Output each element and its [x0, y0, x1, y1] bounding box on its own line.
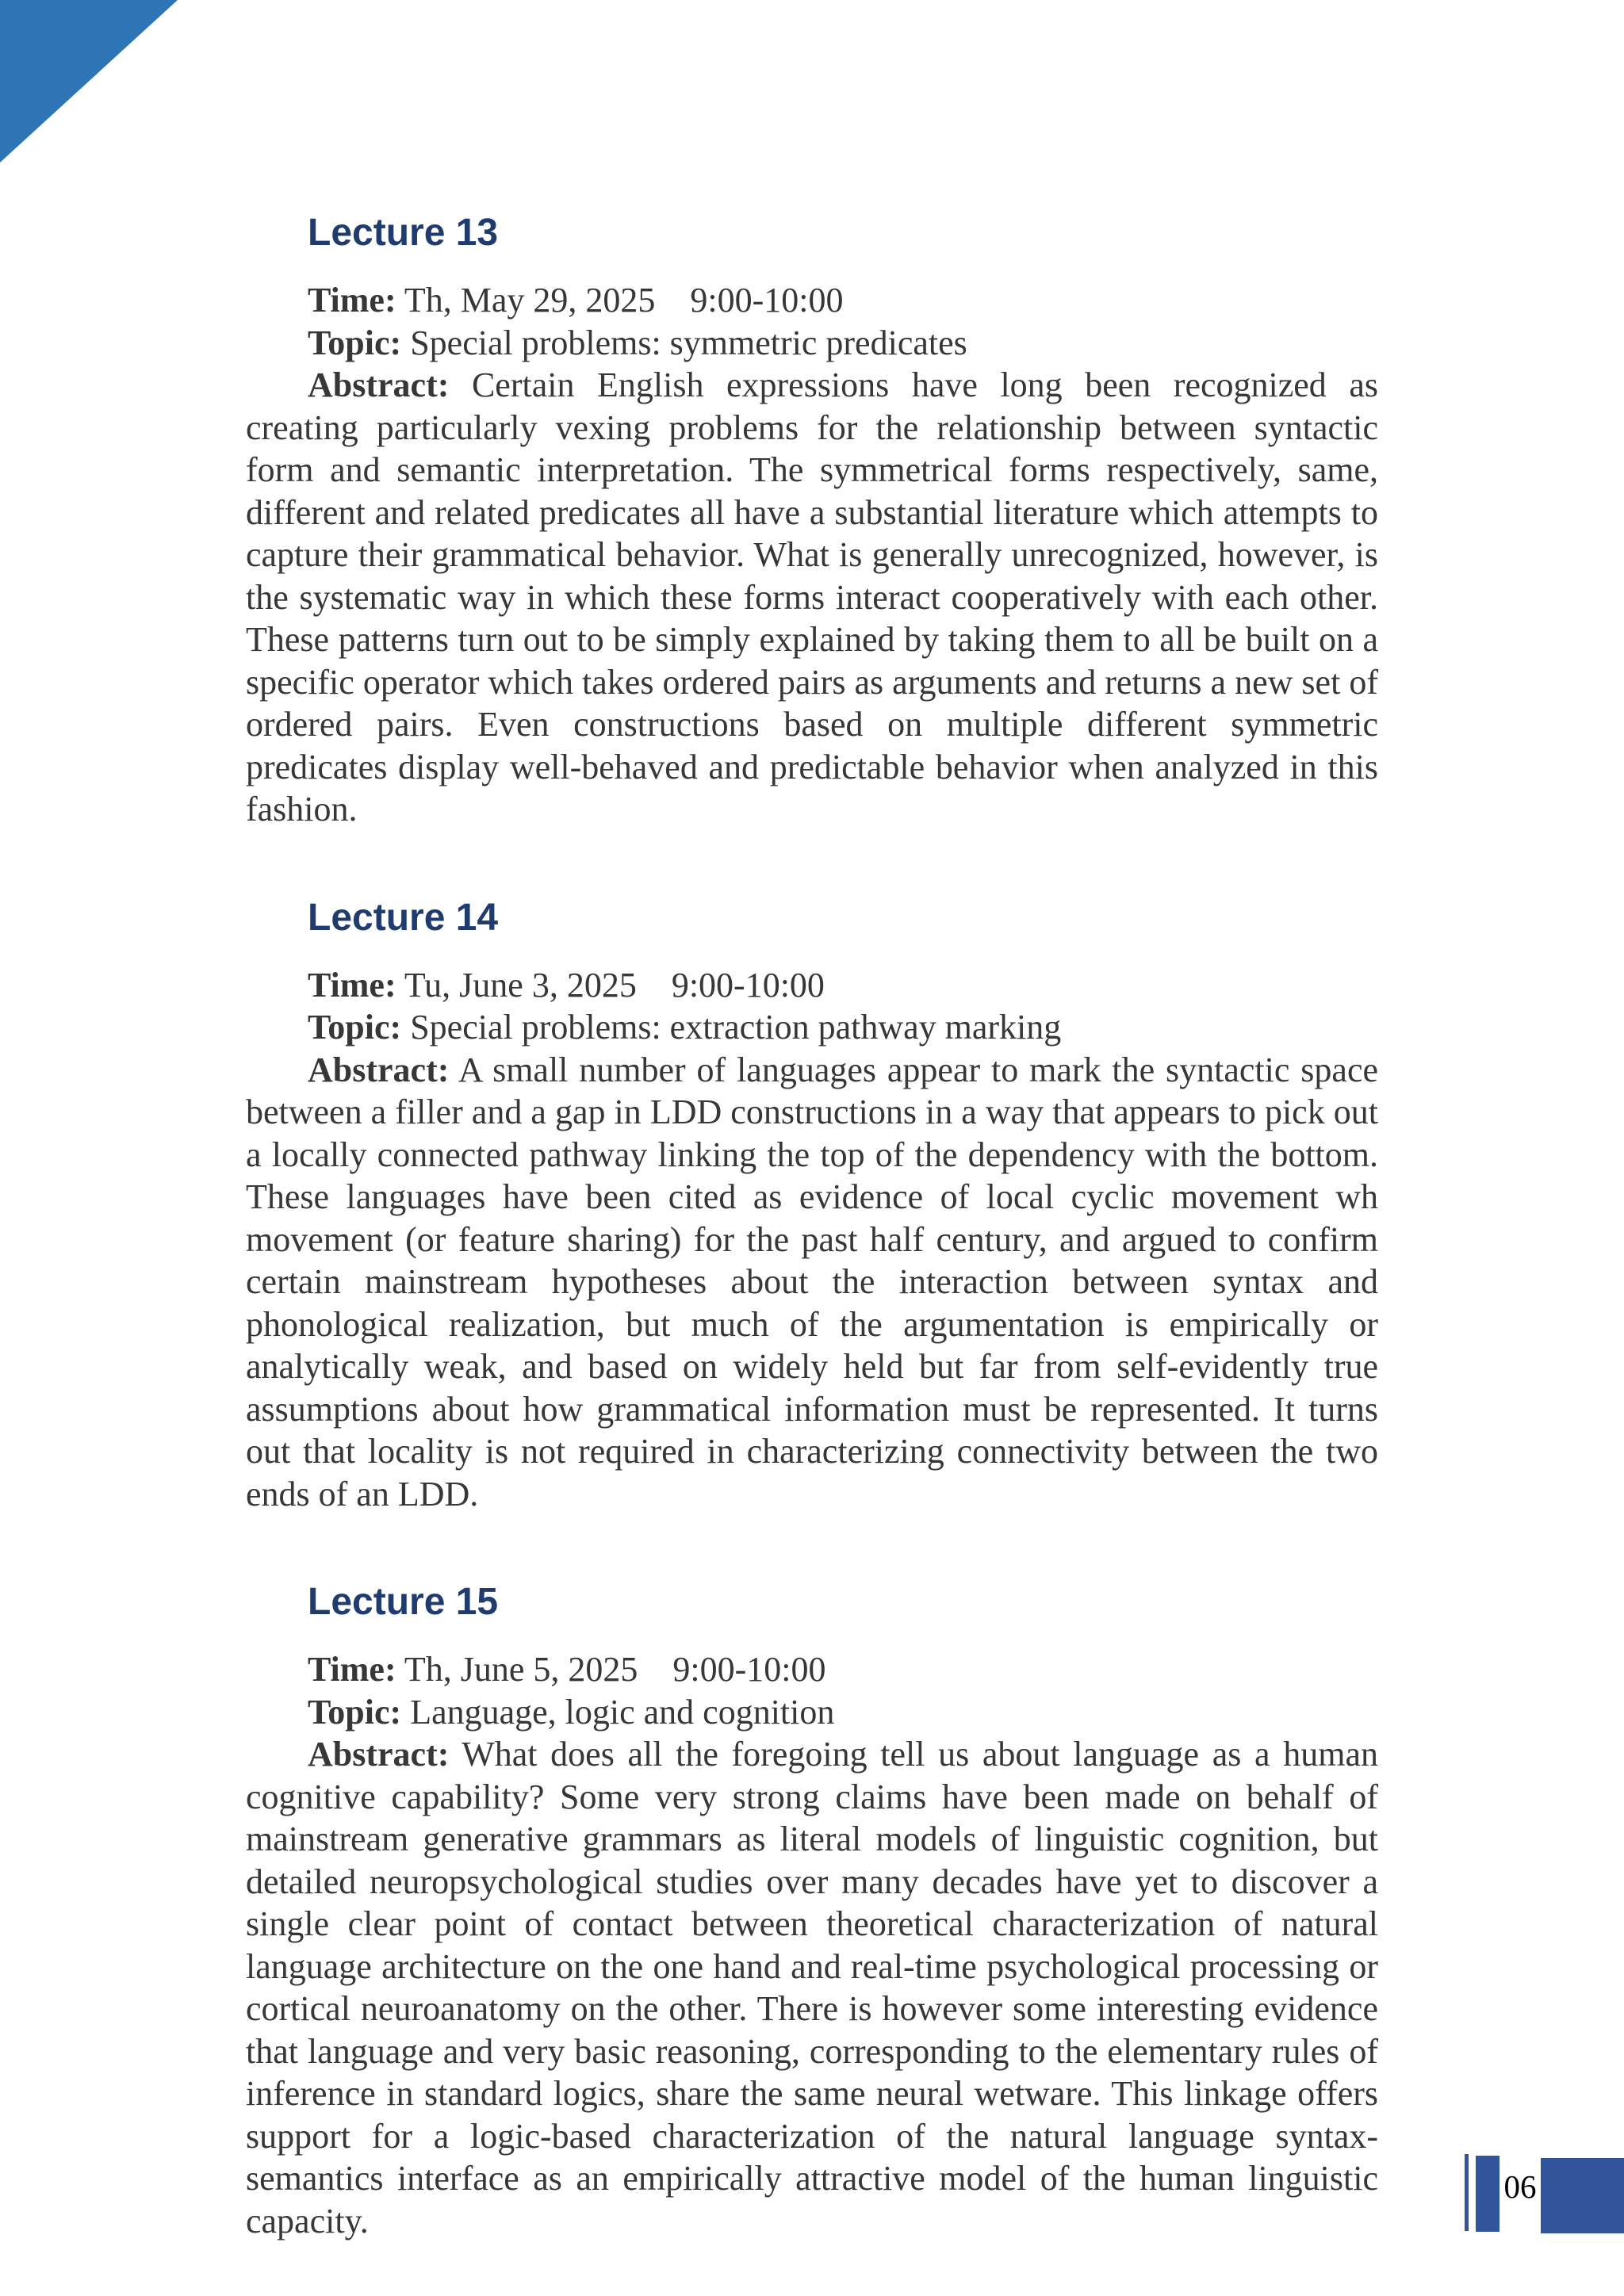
topic-value: Language, logic and cognition — [410, 1692, 835, 1732]
time-date: Th, May 29, 2025 — [404, 281, 656, 320]
lecture-time — [246, 279, 1378, 322]
lecture-topic — [246, 322, 1378, 365]
time-date: Th, June 5, 2025 — [404, 1650, 638, 1689]
abstract-label: Abstract: — [308, 365, 450, 404]
abstract-label: Abstract: — [308, 1735, 450, 1774]
lecture-abstract — [246, 1049, 1378, 1516]
abstract-text: Certain English expressions have long been recognized as creating particularly vexing problems for the relationship between syntactic form and semantic interpretation. The symmetrical forms respectively, same, different and related predicates all have a substantial literature which attempts to capture their grammatical behavior. What is generally unrecognized, however, is the systematic way in which these forms interact cooperatively with each other. These patterns turn out to be simply explained by taking them to all be built on a specific operator which takes ordered pairs as arguments and returns a new set of ordered pairs. Even constructions based on multiple different symmetric predicates display well-behaved and predictable behavior when analyzed in this fashion. — [246, 365, 1379, 828]
lecture-section-13 — [246, 214, 1378, 831]
corner-triangle-decoration — [0, 0, 178, 163]
time-label: Time: — [308, 965, 396, 1004]
lecture-title: Lecture 13 — [308, 212, 499, 254]
time-range: 9:00-10:00 — [671, 965, 825, 1004]
time-date: Tu, June 3, 2025 — [404, 965, 637, 1004]
lecture-time — [246, 964, 1378, 1007]
page-number: 06 — [1503, 2168, 1537, 2205]
footer-thin-bar — [1465, 2154, 1469, 2231]
time-range: 9:00-10:00 — [672, 1650, 826, 1689]
footer-medium-bar — [1476, 2156, 1500, 2232]
lecture-abstract — [246, 1733, 1378, 2242]
lecture-section-15 — [246, 1583, 1378, 2242]
time-label: Time: — [308, 281, 396, 320]
lecture-section-14 — [246, 896, 1378, 1516]
abstract-text: What does all the foregoing tell us about language as a human cognitive capability? Some very strong claims have been made on behalf of mainstream generative grammars as literal models of linguistic cognition, but detailed neuropsychological studies over many decades have yet to discover a single clear point of contact between theoretical characterization of natural language architecture on the one hand and real-time psychological processing or cortical neuroanatomy on the other. There is however some interesting evidence that language and very basic reasoning, corresponding to the elementary rules of inference in standard logics, share the same neural wetware. This linkage offers support for a logic-based characterization of the natural language syntax-semantics interface as an empirically attractive model of the human linguistic capacity. — [246, 1735, 1378, 2241]
time-range: 9:00-10:00 — [690, 281, 844, 320]
lecture-topic — [246, 1691, 1378, 1734]
topic-label: Topic: — [308, 1008, 402, 1047]
abstract-text: A small number of languages appear to mark the syntactic space between a filler and a gap in LDD constructions in a way that appears to pick out a locally connected pathway linking the top of the dependency with the bottom. These languages have been cited as evidence of local cyclic movement wh movement (or feature sharing) for the past half century, and argued to confirm certain mainstream hypotheses about the interaction between syntax and phonological realization, but much of the argumentation is empirically or analytically weak, and based on widely held but far from self-evidently true assumptions about how grammatical information must be represented. It turns out that locality is not required in characterizing connectivity between the two ends of an LDD. — [246, 1050, 1378, 1513]
topic-value: Special problems: symmetric predicates — [410, 323, 967, 362]
lecture-time — [246, 1648, 1378, 1691]
topic-label: Topic: — [308, 1692, 402, 1732]
topic-label: Topic: — [308, 323, 402, 362]
time-label: Time: — [308, 1650, 396, 1689]
lecture-title: Lecture 15 — [308, 1581, 499, 1623]
topic-value: Special problems: extraction pathway marking — [410, 1008, 1062, 1047]
lecture-abstract — [246, 364, 1378, 831]
lecture-topic — [246, 1006, 1378, 1049]
abstract-label: Abstract: — [308, 1050, 450, 1089]
footer-corner-block — [1541, 2158, 1624, 2233]
lecture-list — [246, 214, 1378, 2242]
lecture-title: Lecture 14 — [308, 896, 499, 939]
